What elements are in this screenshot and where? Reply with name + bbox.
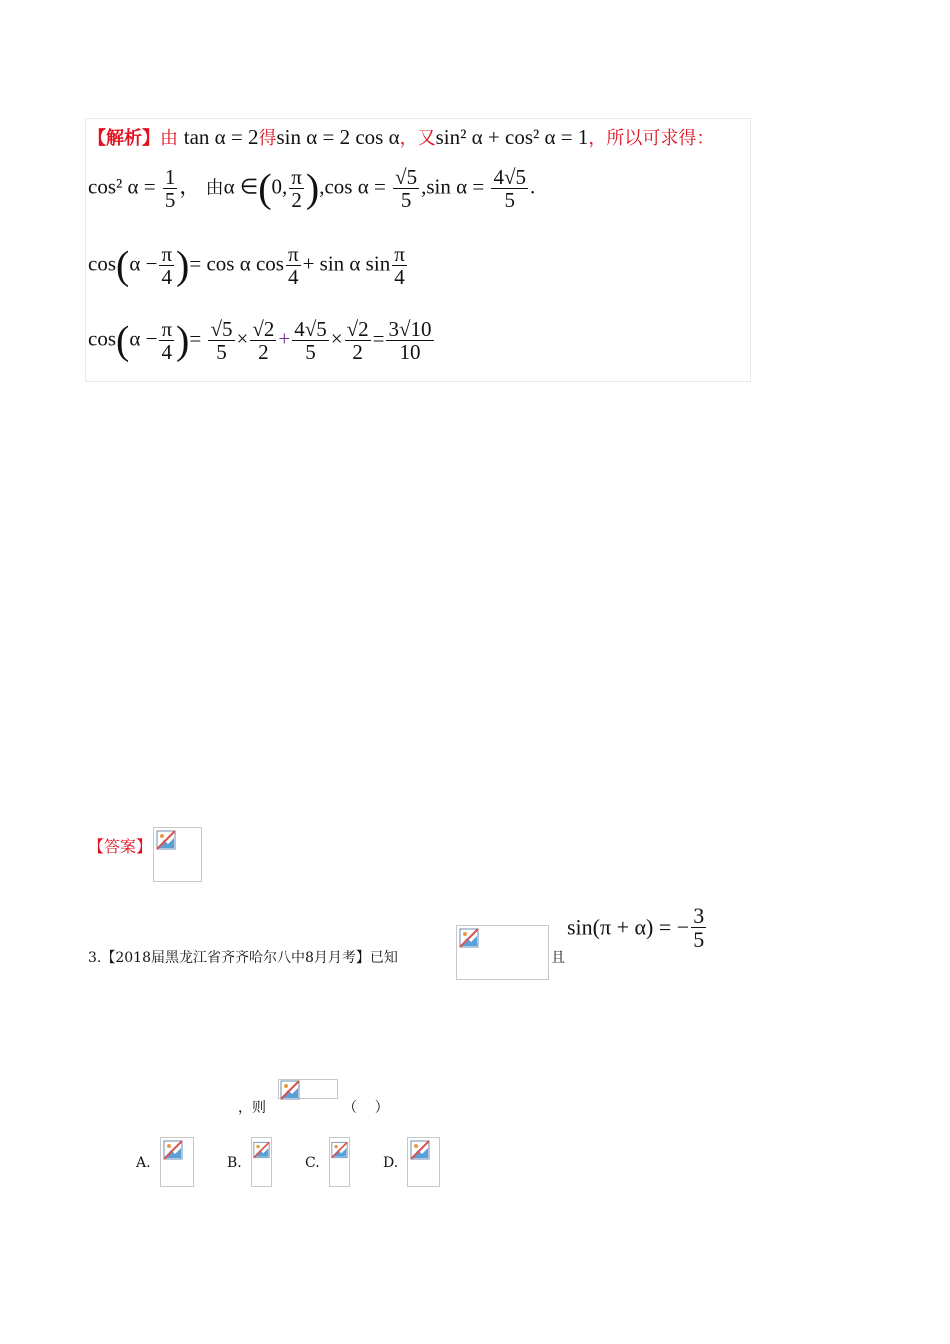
fraction (208, 318, 234, 363)
broken-image-icon (156, 830, 176, 850)
analysis-text: 由 (205, 177, 224, 199)
math-operator: + (278, 326, 291, 351)
math-expression: tan α = 2 (183, 125, 259, 149)
right-paren: ) (305, 165, 320, 211)
analysis-line-4 (88, 318, 436, 363)
fraction (386, 318, 433, 363)
math-expression: sin(π + α) = − (567, 914, 690, 940)
analysis-text: 得 (258, 128, 277, 149)
fraction (393, 166, 419, 211)
option-a-label[interactable]: A. (136, 1155, 151, 1171)
option-a-image[interactable] (160, 1137, 194, 1187)
math-expression: ,sin α = (421, 174, 485, 199)
fraction (286, 243, 301, 288)
broken-image-icon (459, 928, 479, 948)
fraction-denominator: 5 (164, 188, 176, 213)
separator: ， (179, 174, 201, 199)
option-b-image[interactable] (251, 1137, 272, 1187)
fraction-denominator: 4 (161, 340, 172, 365)
fraction-numerator: √2 (346, 317, 369, 341)
broken-image-placeholder (278, 1079, 338, 1099)
fraction-denominator: 4 (161, 265, 172, 290)
math-expression: α ∈ (223, 174, 259, 199)
fraction (289, 166, 304, 211)
fraction (345, 318, 371, 363)
fraction-numerator: π (161, 242, 173, 266)
broken-image-icon (331, 1140, 348, 1160)
right-paren: ) (176, 317, 190, 363)
fraction-numerator: 4√5 (294, 317, 327, 341)
analysis-label: 【解析】 (88, 128, 160, 149)
option-b-label[interactable]: B. (227, 1155, 242, 1171)
math-operator: = (372, 326, 385, 351)
fraction-denominator: 5 (504, 188, 515, 213)
broken-image-icon (253, 1140, 270, 1160)
fraction (163, 166, 178, 211)
math-expression: α − (129, 326, 158, 351)
fraction-numerator: 3 (693, 903, 705, 928)
fraction (292, 318, 329, 363)
math-expression: sin² α + cos² α = 1 (435, 125, 589, 149)
math-expression: . (529, 174, 536, 199)
fraction-denominator: 2 (291, 188, 302, 213)
fraction-denominator: 5 (305, 340, 316, 365)
option-c-image[interactable] (329, 1137, 350, 1187)
broken-image-placeholder (456, 925, 549, 980)
option-d-label[interactable]: D. (383, 1155, 399, 1171)
right-paren: ) (176, 242, 190, 288)
fraction-numerator: π (161, 317, 173, 341)
fraction-denominator: 5 (216, 340, 227, 365)
analysis-text: ，所以可求得： (588, 128, 715, 149)
math-expression: cos (88, 326, 116, 351)
analysis-line-2 (88, 166, 535, 211)
analysis-text: 由 (160, 128, 178, 149)
fraction (691, 904, 706, 951)
fraction (159, 318, 174, 363)
analysis-text: ，又 (399, 128, 436, 149)
fraction-denominator: 10 (399, 340, 421, 365)
math-expression: ,cos α = (319, 174, 386, 199)
math-expression: = cos α cos (189, 251, 284, 276)
math-expression: + sin α sin (302, 251, 391, 276)
fraction (392, 243, 407, 288)
left-paren: ( (258, 165, 272, 211)
broken-image-placeholder (153, 827, 202, 882)
fraction (250, 318, 276, 363)
fraction-numerator: 1 (164, 165, 176, 189)
fraction (159, 243, 174, 288)
fraction-denominator: 5 (400, 188, 412, 213)
left-paren: ( (116, 317, 130, 363)
fraction-denominator: 4 (288, 265, 299, 290)
question-3-then: ，则 (238, 1100, 266, 1116)
math-operator: × (330, 326, 343, 351)
analysis-line-3 (88, 243, 409, 288)
math-operator: × (236, 326, 249, 351)
left-paren: ( (116, 242, 130, 288)
math-expression: = (189, 326, 202, 351)
option-c-label[interactable]: C. (305, 1155, 320, 1171)
fraction (491, 166, 528, 211)
fraction-numerator: √2 (252, 317, 275, 341)
fraction-numerator: π (287, 242, 299, 266)
math-expression: α − (129, 251, 158, 276)
answer-blank-parens: （ ） (343, 1100, 389, 1116)
analysis-line-1 (88, 124, 714, 150)
fraction-numerator: √5 (210, 317, 233, 341)
question-3-stem: 3.【2018届黑龙江省齐齐哈尔八中8月月考】已知 (88, 950, 398, 966)
fraction-numerator: π (291, 165, 302, 189)
broken-image-icon (280, 1080, 300, 1100)
math-expression: 0, (271, 174, 288, 199)
math-expression: cos (88, 251, 116, 276)
question-3-formula (567, 904, 708, 951)
fraction-numerator: 4√5 (493, 165, 526, 189)
broken-image-icon (163, 1140, 183, 1160)
math-expression: sin α = 2 cos α (276, 125, 400, 149)
answer-label: 【答案】 (88, 837, 153, 856)
fraction-denominator: 2 (352, 340, 363, 365)
question-3-conjunction: 且 (551, 950, 565, 966)
fraction-denominator: 4 (394, 265, 405, 290)
fraction-denominator: 5 (693, 927, 705, 953)
fraction-numerator: π (394, 242, 405, 266)
fraction-numerator: √5 (395, 165, 418, 189)
fraction-denominator: 2 (258, 340, 269, 365)
fraction-numerator: 3√10 (388, 317, 432, 341)
math-expression: cos² α = (88, 174, 156, 199)
broken-image-icon (410, 1140, 430, 1160)
option-d-image[interactable] (407, 1137, 440, 1187)
